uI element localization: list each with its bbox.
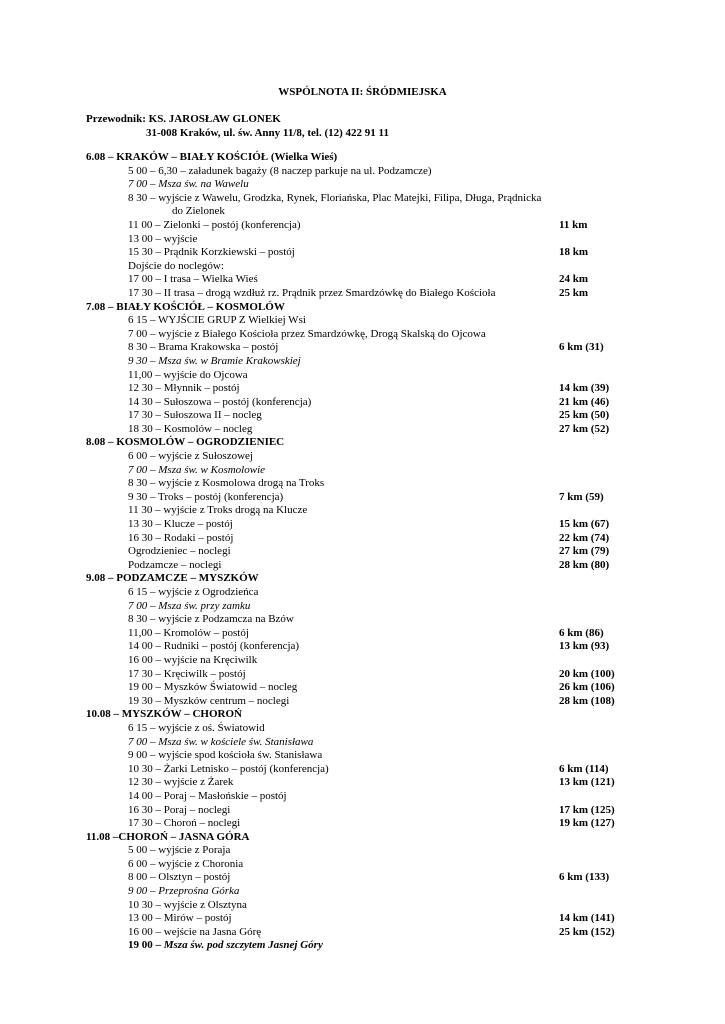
schedule-text-main: 13 00 – Mirów – postój xyxy=(128,912,232,925)
schedule-text xyxy=(128,382,558,396)
day-heading xyxy=(86,151,631,165)
schedule-text-main: 8 30 – Brama Krakowska – postój xyxy=(128,341,279,354)
schedule-text-main: 8 30 – wyjście z Podzamcza na Bzów xyxy=(128,613,294,626)
schedule-text xyxy=(128,613,558,627)
schedule-item xyxy=(86,722,631,736)
schedule-text-main: 14 00 – Rudniki – postój (konferencja) xyxy=(128,640,300,653)
page-title: WSPÓLNOTA II: ŚRÓDMIEJSKA xyxy=(278,86,447,98)
schedule-text-continuation: do Zielonek xyxy=(172,205,225,218)
schedule-text-main: 17 30 – Choroń – noclegi xyxy=(128,817,241,830)
schedule-text xyxy=(128,817,558,831)
schedule-item xyxy=(86,804,631,818)
schedule-text-main: 6 00 – wyjście z Sułoszowej xyxy=(128,450,253,463)
day-heading xyxy=(86,572,631,586)
schedule-item xyxy=(86,776,631,790)
distance-value: 28 km (108) xyxy=(559,694,615,707)
distance-value: 6 km (114) xyxy=(559,762,609,775)
distance-value: 14 km (39) xyxy=(559,382,610,395)
schedule-text xyxy=(128,355,558,369)
schedule-text-main: 7 00 – Msza św. przy zamku xyxy=(128,599,251,612)
distance-value: 26 km (106) xyxy=(559,681,615,694)
schedule-text-main: 13 00 – wyjście xyxy=(128,232,198,245)
distance-value: 24 km xyxy=(559,273,589,286)
schedule-item xyxy=(86,423,631,437)
schedule-item xyxy=(86,695,631,709)
schedule xyxy=(86,151,631,953)
distance-value: 21 km (46) xyxy=(559,395,610,408)
schedule-text xyxy=(128,409,558,423)
guide-info xyxy=(86,112,389,140)
schedule-text xyxy=(128,192,558,219)
schedule-item xyxy=(86,871,631,885)
schedule-text xyxy=(128,314,558,328)
distance-value: 13 km (93) xyxy=(559,640,610,653)
schedule-item xyxy=(86,260,631,274)
schedule-item xyxy=(86,369,631,383)
schedule-text-main: 7.08 – BIAŁY KOŚCIÓŁ – KOSMOLÓW xyxy=(86,300,285,313)
schedule-text xyxy=(128,871,558,885)
schedule-text xyxy=(128,939,558,953)
schedule-text xyxy=(128,912,558,926)
guide-name: Przewodnik: KS. JAROSŁAW GLONEK xyxy=(86,113,281,125)
schedule-text xyxy=(128,586,558,600)
schedule-text-main: 6 15 – wyjście z oś. Światowid xyxy=(128,721,265,734)
schedule-text xyxy=(128,219,558,233)
schedule-text-main: 18 30 – Kosmolów – nocleg xyxy=(128,422,253,435)
day-heading xyxy=(86,301,631,315)
schedule-text-main: Dojście do noclegów: xyxy=(128,259,224,272)
schedule-text-main: 19 00 – Myszków Światowid – nocleg xyxy=(128,681,298,694)
guide-address: 31-008 Kraków, ul. św. Anny 11/8, tel. (12) 422 91 11 xyxy=(146,127,389,139)
schedule-text xyxy=(86,831,606,845)
schedule-text-main: 16 30 – Rodaki – postój xyxy=(128,531,234,544)
schedule-text-main: 9 00 – Przeprośna Górka xyxy=(128,885,240,898)
mass-item xyxy=(86,885,631,899)
schedule-text-main: 9 00 – wyjście spod kościoła św. Stanisława xyxy=(128,749,323,762)
schedule-item xyxy=(86,518,631,532)
distance-value: 25 km (50) xyxy=(559,409,610,422)
schedule-item xyxy=(86,912,631,926)
schedule-item xyxy=(86,233,631,247)
schedule-text-main: 12 30 – wyjście z Żarek xyxy=(128,776,234,789)
schedule-text-main: 7 00 – Msza św. na Wawelu xyxy=(128,178,249,191)
schedule-item xyxy=(86,817,631,831)
schedule-text xyxy=(128,844,558,858)
mass-item xyxy=(86,600,631,614)
day-heading xyxy=(86,436,631,450)
schedule-text xyxy=(128,260,558,274)
schedule-item xyxy=(86,858,631,872)
schedule-text-main: 17 30 – Kręciwilk – postój xyxy=(128,667,246,680)
schedule-text-main: 10 30 – wyjście z Olsztyna xyxy=(128,898,247,911)
schedule-item xyxy=(86,382,631,396)
schedule-text xyxy=(128,504,558,518)
schedule-item xyxy=(86,246,631,260)
schedule-item xyxy=(86,763,631,777)
schedule-text-main: 17 00 – I trasa – Wielka Wieś xyxy=(128,273,258,286)
schedule-text-italic: Msza św. pod szczytem Jasnej Góry xyxy=(163,939,323,952)
day-heading xyxy=(86,831,631,845)
schedule-text-main: 12 30 – Młynnik – postój xyxy=(128,382,240,395)
schedule-text-main: 11 00 – Zielonki – postój (konferencja) xyxy=(128,218,301,231)
schedule-item xyxy=(86,899,631,913)
distance-value: 22 km (74) xyxy=(559,531,610,544)
schedule-text xyxy=(128,790,558,804)
schedule-item xyxy=(86,396,631,410)
schedule-item xyxy=(86,477,631,491)
schedule-text xyxy=(128,464,558,478)
schedule-text xyxy=(128,776,558,790)
schedule-item xyxy=(86,409,631,423)
schedule-text xyxy=(86,436,606,450)
schedule-text-main: 14 30 – Sułoszowa – postój (konferencja) xyxy=(128,395,312,408)
schedule-text xyxy=(86,151,606,165)
schedule-item xyxy=(86,790,631,804)
schedule-item xyxy=(86,328,631,342)
schedule-text xyxy=(128,559,558,573)
distance-value: 27 km (52) xyxy=(559,422,610,435)
schedule-text xyxy=(128,899,558,913)
day-heading xyxy=(86,708,631,722)
schedule-item xyxy=(86,926,631,940)
schedule-text-main: 13 30 – Klucze – postój xyxy=(128,518,233,531)
schedule-text xyxy=(128,450,558,464)
schedule-text xyxy=(128,804,558,818)
schedule-item xyxy=(86,287,631,301)
mass-item xyxy=(86,178,631,192)
schedule-text-main: 11,00 – wyjście do Ojcowa xyxy=(128,368,248,381)
schedule-item xyxy=(86,586,631,600)
distance-value: 14 km (141) xyxy=(559,912,615,925)
schedule-text xyxy=(128,722,558,736)
schedule-text xyxy=(128,681,558,695)
schedule-text xyxy=(86,572,606,586)
schedule-text-main: 6.08 – KRAKÓW – BIAŁY KOŚCIÓŁ (Wielka Wieś) xyxy=(86,151,338,163)
schedule-item xyxy=(86,532,631,546)
schedule-text-main: Ogrodzieniec – noclegi xyxy=(128,545,231,558)
schedule-text-main: 16 30 – Poraj – noclegi xyxy=(128,803,231,816)
schedule-item xyxy=(86,341,631,355)
schedule-item xyxy=(86,314,631,328)
schedule-text xyxy=(86,301,606,315)
distance-value: 6 km (31) xyxy=(559,341,604,354)
schedule-item xyxy=(86,165,631,179)
schedule-text xyxy=(128,423,558,437)
schedule-item xyxy=(86,668,631,682)
schedule-item xyxy=(86,627,631,641)
schedule-text-main: 7 00 – Msza św. w Kosmolowie xyxy=(128,463,266,476)
schedule-text xyxy=(128,178,558,192)
schedule-item xyxy=(86,654,631,668)
distance-value: 28 km (80) xyxy=(559,558,610,571)
schedule-text xyxy=(128,627,558,641)
schedule-text xyxy=(128,287,558,301)
schedule-text-main: 16 00 – wyjście na Kręciwilk xyxy=(128,653,258,666)
schedule-text xyxy=(128,545,558,559)
schedule-text-main: 11.08 –CHOROŃ – JASNA GÓRA xyxy=(86,830,250,843)
schedule-text xyxy=(128,328,558,342)
schedule-text-main: 19 30 – Myszków centrum – noclegi xyxy=(128,694,290,707)
distance-value: 19 km (127) xyxy=(559,817,615,830)
schedule-text-main: 9 30 – Troks – postój (konferencja) xyxy=(128,490,284,503)
schedule-text xyxy=(128,396,558,410)
distance-value: 27 km (79) xyxy=(559,545,610,558)
distance-value: 7 km (59) xyxy=(559,490,604,503)
schedule-text-main: 19 00 – xyxy=(128,939,164,952)
schedule-text-main: 8.08 – KOSMOLÓW – OGRODZIENIEC xyxy=(86,436,285,449)
schedule-text-main: 14 00 – Poraj – Masłońskie – postój xyxy=(128,789,287,802)
schedule-item xyxy=(86,504,631,518)
schedule-text-main: 10 30 – Żarki Letnisko – postój (konferencja) xyxy=(128,762,329,775)
distance-value: 25 km (152) xyxy=(559,925,615,938)
schedule-text xyxy=(128,858,558,872)
schedule-text xyxy=(128,273,558,287)
distance-value: 15 km (67) xyxy=(559,518,610,531)
schedule-text xyxy=(128,600,558,614)
schedule-text-main: 6 15 – WYJŚCIE GRUP Z Wielkiej Wsi xyxy=(128,314,306,327)
mass-item xyxy=(86,355,631,369)
schedule-item xyxy=(86,681,631,695)
distance-value: 17 km (125) xyxy=(559,803,615,816)
schedule-text xyxy=(128,518,558,532)
schedule-text-main: 8 30 – wyjście z Kosmolowa drogą na Troks xyxy=(128,477,325,490)
distance-value: 6 km (86) xyxy=(559,626,604,639)
schedule-text xyxy=(128,369,558,383)
mass-item xyxy=(86,736,631,750)
schedule-text xyxy=(128,246,558,260)
schedule-item xyxy=(86,491,631,505)
mass-item xyxy=(86,464,631,478)
distance-value: 25 km xyxy=(559,286,589,299)
schedule-item xyxy=(86,273,631,287)
schedule-text xyxy=(128,654,558,668)
schedule-text-main: 7 00 – Msza św. w kościele św. Stanisława xyxy=(128,735,314,748)
schedule-text-main: 11,00 – Kromolów – postój xyxy=(128,626,249,639)
schedule-item xyxy=(86,450,631,464)
distance-value: 13 km (121) xyxy=(559,776,615,789)
schedule-item xyxy=(86,192,631,219)
schedule-text xyxy=(128,165,558,179)
distance-value: 11 km xyxy=(559,218,588,231)
schedule-text xyxy=(128,885,558,899)
schedule-text-main: 5 00 – wyjście z Poraja xyxy=(128,844,231,857)
schedule-text xyxy=(128,749,558,763)
schedule-text xyxy=(128,695,558,709)
schedule-item xyxy=(86,749,631,763)
schedule-text-main: 9 30 – Msza św. w Bramie Krakowskiej xyxy=(128,354,301,367)
schedule-text xyxy=(128,736,558,750)
schedule-text-main: 9.08 – PODZAMCZE – MYSZKÓW xyxy=(86,572,259,585)
schedule-text xyxy=(128,233,558,247)
schedule-text-main: 8 30 – wyjście z Wawelu, Grodzka, Rynek, Floriańska, Plac Matejki, Filipa, Długa, Prądnicka xyxy=(128,191,542,204)
schedule-text xyxy=(128,926,558,940)
schedule-text-main: 5 00 – 6,30 – załadunek bagaży (8 naczep parkuje na ul. Podzamcze) xyxy=(128,164,432,177)
schedule-item xyxy=(86,613,631,627)
schedule-text xyxy=(128,763,558,777)
schedule-item xyxy=(86,545,631,559)
schedule-item xyxy=(86,219,631,233)
schedule-text-main: 17 30 – Sułoszowa II – nocleg xyxy=(128,409,262,422)
schedule-text-main: Podzamcze – noclegi xyxy=(128,558,222,571)
schedule-text xyxy=(86,708,606,722)
schedule-text-main: 15 30 – Prądnik Korzkiewski – postój xyxy=(128,246,295,259)
schedule-item xyxy=(86,559,631,573)
schedule-text-main: 11 30 – wyjście z Troks drogą na Klucze xyxy=(128,504,308,517)
schedule-item xyxy=(86,640,631,654)
schedule-text xyxy=(128,640,558,654)
schedule-text-main: 6 00 – wyjście z Choronia xyxy=(128,857,244,870)
schedule-item xyxy=(86,844,631,858)
schedule-text xyxy=(128,477,558,491)
schedule-text xyxy=(128,532,558,546)
schedule-text xyxy=(128,491,558,505)
schedule-text xyxy=(128,668,558,682)
distance-value: 6 km (133) xyxy=(559,871,610,884)
distance-value: 20 km (100) xyxy=(559,667,615,680)
schedule-text-main: 8 00 – Olsztyn – postój xyxy=(128,871,231,884)
distance-value: 18 km xyxy=(559,246,589,259)
schedule-text xyxy=(128,341,558,355)
schedule-item xyxy=(86,939,631,953)
schedule-text-main: 16 00 – wejście na Jasna Górę xyxy=(128,925,262,938)
schedule-text-main: 10.08 – MYSZKÓW – CHOROŃ xyxy=(86,708,242,721)
schedule-text-main: 17 30 – II trasa – drogą wzdłuż rz. Prądnik przez Smardzówkę do Białego Kościoła xyxy=(128,286,496,299)
schedule-text-main: 7 00 – wyjście z Białego Kościoła przez Smardzówkę, Drogą Skalską do Ojcowa xyxy=(128,327,486,340)
schedule-text-main: 6 15 – wyjście z Ogrodzieńca xyxy=(128,586,259,598)
